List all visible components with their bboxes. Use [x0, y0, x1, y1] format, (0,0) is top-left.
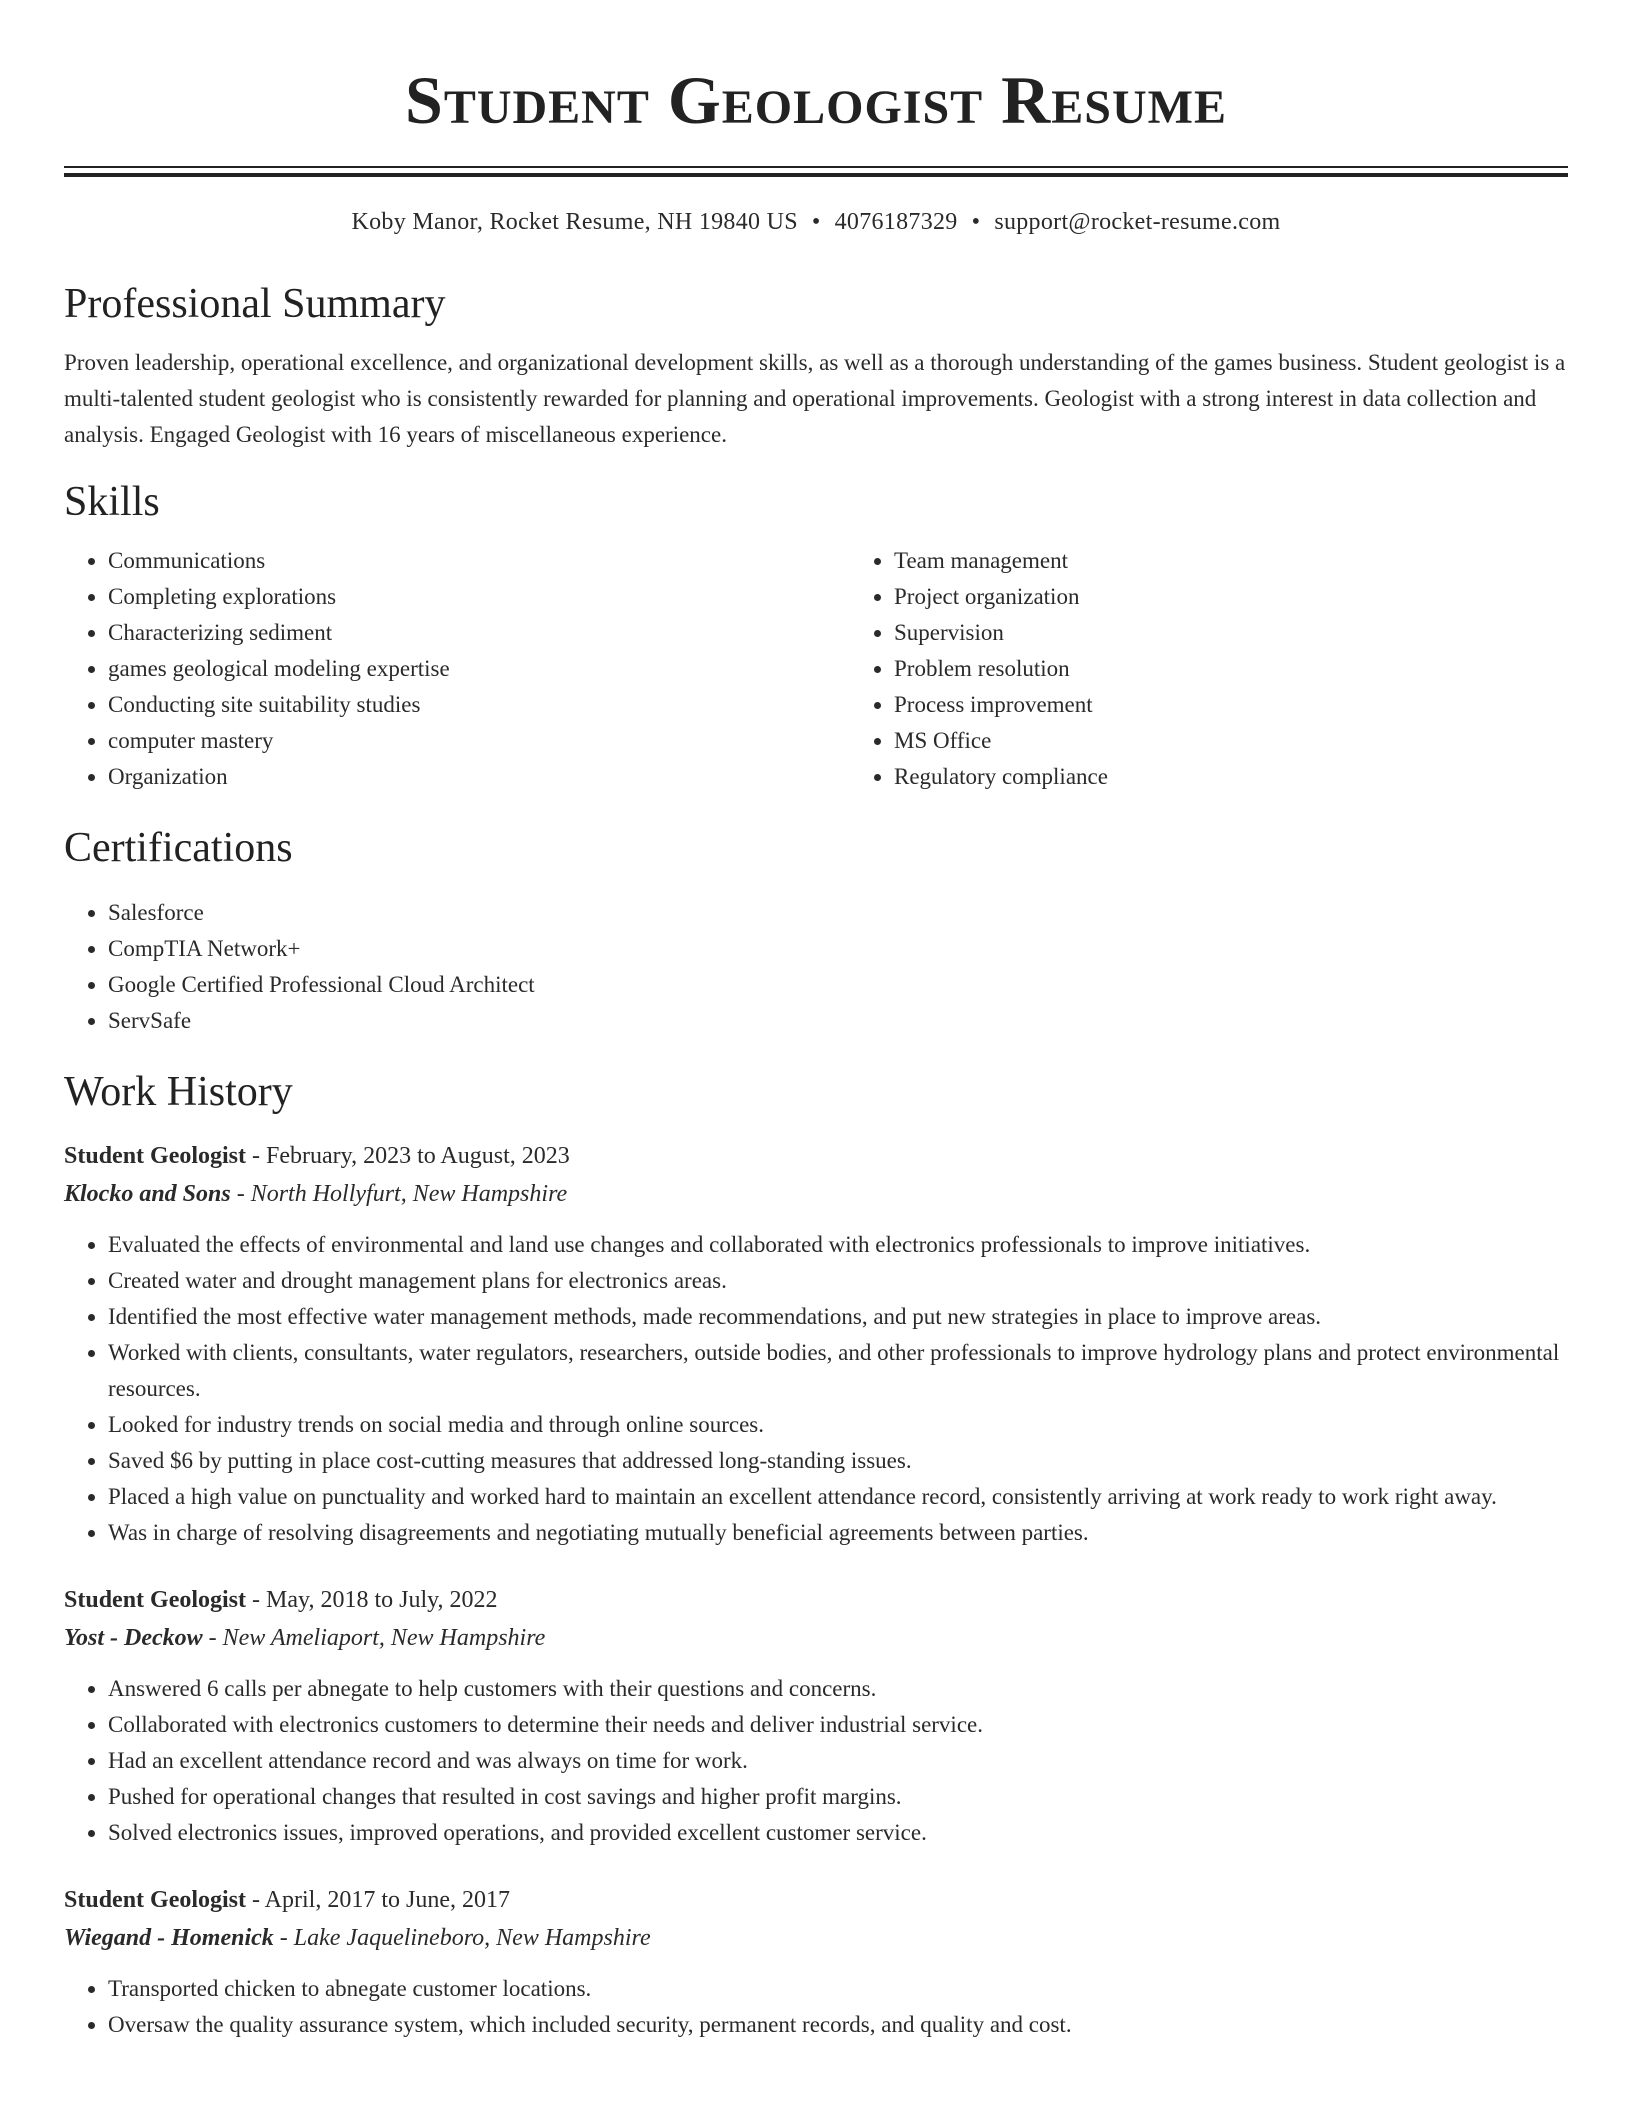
skill-item: • Project organization — [894, 579, 1632, 615]
job-bullet: • Worked with clients, consultants, water regulators, researchers, outside bodies, and other professionals to improve hydrology plans and protect environmental resources. — [108, 1335, 1568, 1407]
skill-item: • computer mastery — [108, 723, 850, 759]
summary-heading: Professional Summary — [64, 281, 446, 327]
job-location: - Lake Jaquelineboro, New Hampshire — [273, 1925, 651, 1951]
job-company: Klocko and Sons — [64, 1181, 231, 1207]
job-entry — [64, 1581, 1568, 1851]
job-bullet: • Created water and drought management plans for electronics areas. — [108, 1263, 1568, 1299]
work-history-heading: Work History — [64, 1069, 293, 1115]
job-company-line — [64, 1919, 1568, 1957]
skill-item: • Characterizing sediment — [108, 615, 850, 651]
job-bullet: • Evaluated the effects of environmental and land use changes and collaborated with electronics professionals to improve initiatives. — [108, 1227, 1568, 1263]
skill-item: • games geological modeling expertise — [108, 651, 850, 687]
job-title: Student Geologist — [64, 1143, 247, 1169]
job-title: Student Geologist — [64, 1887, 247, 1913]
certification-item: • Salesforce — [108, 895, 1568, 931]
job-bullet: • Identified the most effective water management methods, made recommendations, and put new strategies in place to improve areas. — [108, 1299, 1568, 1335]
job-location: - North Hollyfurt, New Hampshire — [230, 1181, 568, 1207]
skill-item: • Regulatory compliance — [894, 759, 1632, 795]
job-company-line — [64, 1619, 1568, 1657]
contact-email[interactable]: support@rocket-resume.com — [994, 209, 1281, 235]
skill-item: • Process improvement — [894, 687, 1632, 723]
skills-columns — [64, 543, 1568, 795]
job-entry — [64, 1881, 1568, 2043]
certification-item: • ServSafe — [108, 1003, 1568, 1039]
job-company: Wiegand - Homenick — [64, 1925, 274, 1951]
contact-address: Koby Manor, Rocket Resume, NH 19840 US — [351, 209, 798, 235]
certifications-heading: Certifications — [64, 825, 293, 871]
summary-text: Proven leadership, operational excellence, and organizational development skills, as well as a thorough understanding of the games business. Student geologist is a multi-talented student geologist who is consistently rewarded for planning and operational improvements. Geologist with a strong interest in data collection and analysis. Engaged Geologist with 16 years of miscellaneous experience. — [64, 350, 1566, 447]
job-dates: - April, 2017 to June, 2017 — [246, 1887, 511, 1913]
job-bullet: • Transported chicken to abnegate customer locations. — [108, 1971, 1568, 2007]
resume-title: Student Geologist Resume — [405, 62, 1227, 138]
skill-item: • MS Office — [894, 723, 1632, 759]
certification-item: • Google Certified Professional Cloud Architect — [108, 967, 1568, 1003]
skills-list-right — [850, 543, 1632, 795]
job-bullets — [64, 1227, 1568, 1551]
skill-item: • Completing explorations — [108, 579, 850, 615]
certification-item: • CompTIA Network+ — [108, 931, 1568, 967]
job-bullet: • Looked for industry trends on social media and through online sources. — [108, 1407, 1568, 1443]
certifications-list — [64, 895, 1568, 1039]
title-double-rule — [64, 166, 1568, 177]
job-bullet: • Saved $6 by putting in place cost-cutting measures that addressed long-standing issues. — [108, 1443, 1568, 1479]
job-dates: - May, 2018 to July, 2022 — [246, 1587, 498, 1613]
job-header — [64, 1137, 1568, 1175]
job-bullets — [64, 1971, 1568, 2043]
job-header — [64, 1881, 1568, 1919]
job-entry — [64, 1137, 1568, 1551]
job-bullet: • Oversaw the quality assurance system, which included security, permanent records, and quality and cost. — [108, 2007, 1568, 2043]
skill-item: • Organization — [108, 759, 850, 795]
skills-list-left — [64, 543, 850, 795]
contact-separator: • — [811, 209, 821, 235]
job-location: - New Ameliaport, New Hampshire — [202, 1625, 546, 1651]
job-dates: - February, 2023 to August, 2023 — [246, 1143, 570, 1169]
skill-item: • Supervision — [894, 615, 1632, 651]
skill-item: • Conducting site suitability studies — [108, 687, 850, 723]
job-bullet: • Answered 6 calls per abnegate to help customers with their questions and concerns. — [108, 1671, 1568, 1707]
job-title: Student Geologist — [64, 1587, 247, 1613]
job-company: Yost - Deckow — [64, 1625, 203, 1651]
contact-line — [64, 207, 1568, 237]
skill-item: • Team management — [894, 543, 1632, 579]
job-header — [64, 1581, 1568, 1619]
skill-item: • Communications — [108, 543, 850, 579]
job-bullet: • Solved electronics issues, improved operations, and provided excellent customer service. — [108, 1815, 1568, 1851]
skill-item: • Problem resolution — [894, 651, 1632, 687]
job-bullets — [64, 1671, 1568, 1851]
job-bullet: • Placed a high value on punctuality and worked hard to maintain an excellent attendance record, consistently arriving at work ready to work right away. — [108, 1479, 1568, 1515]
contact-separator: • — [971, 209, 981, 235]
job-bullet: • Pushed for operational changes that resulted in cost savings and higher profit margins. — [108, 1779, 1568, 1815]
job-bullet: • Collaborated with electronics customers to determine their needs and deliver industrial service. — [108, 1707, 1568, 1743]
contact-phone: 4076187329 — [834, 209, 958, 235]
skills-heading: Skills — [64, 479, 160, 525]
job-bullet: • Was in charge of resolving disagreements and negotiating mutually beneficial agreements between parties. — [108, 1515, 1568, 1551]
job-bullet: • Had an excellent attendance record and was always on time for work. — [108, 1743, 1568, 1779]
job-company-line — [64, 1175, 1568, 1213]
